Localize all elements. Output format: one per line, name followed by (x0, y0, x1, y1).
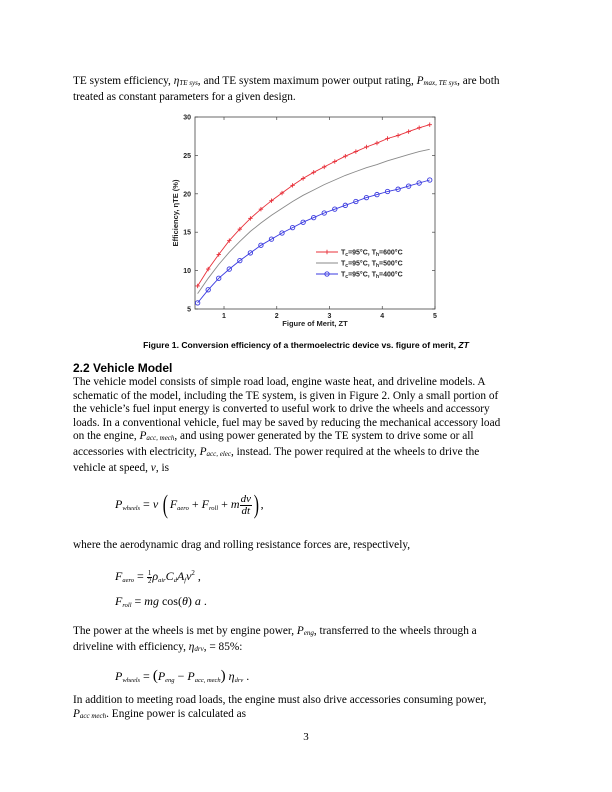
eq-subscript: acc, mech (194, 677, 221, 684)
y-tick-label: 5 (187, 306, 191, 314)
text-line (73, 446, 543, 462)
eq-subscript: drv (234, 677, 244, 684)
legend-text: =95°C, (348, 249, 372, 257)
eq-operator: = (134, 569, 147, 583)
caption-italic: ZT (458, 340, 469, 350)
equation-wheel-power-driveline (115, 668, 249, 685)
text-line: The vehicle model consists of simple road load, engine waste heat, and driveline models. A (73, 376, 486, 388)
pmax-subscript: max, TE sys (423, 79, 458, 87)
symbol: P (73, 707, 80, 720)
text-line (73, 708, 543, 724)
eta-symbol: η (173, 75, 180, 87)
legend-text: T (371, 260, 376, 268)
intro-paragraph (73, 75, 543, 104)
symbol: P (296, 625, 304, 637)
eq-symbol: P (157, 669, 166, 683)
text: , instead. The power required at the wheels to drive the (231, 445, 480, 458)
text: driveline with efficiency, (73, 640, 189, 653)
eq-subscript: f (184, 577, 187, 584)
eq-operator: = (140, 496, 153, 511)
subscript: acc mech (79, 711, 107, 720)
eq-symbol: F (115, 569, 123, 583)
eq-symbol: F (115, 594, 123, 608)
eq-symbol: v (152, 496, 159, 511)
legend-text: T (371, 249, 376, 257)
caption-text: Figure 1. Conversion efficiency of a thermoelectric device vs. figure of merit, (143, 340, 459, 350)
eq-punctuation: . (200, 594, 207, 608)
eq-subscript: wheels (122, 677, 141, 684)
text-line: schematic of the model, including the TE system, is given in Figure 2. Only a small portion of (73, 389, 499, 402)
intro-line-2: treated as constant parameters for a given design. (73, 90, 296, 103)
y-tick-label: 15 (183, 229, 191, 237)
eq-symbol: a (194, 594, 201, 608)
eq-subscript: wheels (122, 504, 141, 512)
eq-punctuation: . (243, 669, 250, 683)
text: TE system efficiency, (73, 75, 174, 87)
eq-symbol: P (115, 496, 123, 511)
text-line (73, 462, 543, 476)
text-line: the vehicle’s fuel input energy is converted to useful work to drive the wheels and accessory (73, 403, 490, 416)
derivative-fraction (240, 494, 252, 517)
eq-symbol: θ (181, 594, 188, 608)
page-number: 3 (303, 731, 309, 743)
text: , transferred to the wheels through a (313, 625, 477, 637)
eq-operator: ) (187, 594, 195, 608)
subscript: acc, elec (206, 449, 232, 458)
eq-symbol: P (115, 669, 123, 683)
engine-power-paragraph (73, 625, 543, 656)
legend-subscript: c (345, 274, 349, 280)
legend-text: =95°C, (348, 260, 372, 268)
eq-subscript: eng (165, 677, 175, 684)
legend-text: =95°C, (348, 271, 372, 279)
text: The power at the wheels is met by engine power, (73, 625, 297, 637)
left-paren: ( (152, 668, 158, 684)
eq-punctuation: , (260, 496, 264, 511)
plot-area (195, 117, 435, 309)
text: , are both (457, 75, 500, 87)
symbol: η (188, 640, 195, 653)
eq-operator: + (188, 496, 202, 511)
symbol: P (139, 430, 147, 443)
eq-symbol: F (201, 496, 209, 511)
legend-subscript: h (375, 252, 380, 258)
right-paren: ) (220, 668, 226, 684)
eq-punctuation: , (194, 569, 201, 583)
legend-text: T (371, 271, 376, 279)
text: , is (155, 461, 169, 474)
eq-symbol: mg (144, 594, 159, 608)
eq-subscript: roll (122, 602, 132, 609)
x-tick-label: 3 (327, 313, 332, 320)
intro-line-1 (73, 75, 543, 91)
eq-symbol: A (176, 569, 185, 583)
eq-subscript: air (158, 577, 166, 584)
text-line: In addition to meeting road loads, the engine must also drive accessories consuming power, (73, 694, 487, 706)
text-line (73, 430, 543, 446)
eq-subscript: roll (208, 504, 219, 512)
eq-subscript: aero (122, 577, 135, 584)
fraction-numerator: dv (240, 492, 251, 505)
text: , and TE system maximum power output rating, (197, 75, 417, 87)
text: , = 85%: (203, 640, 243, 653)
section-heading: 2.2 Vehicle Model (73, 361, 173, 375)
subscript: drv (194, 644, 204, 653)
eq-subscript: d (173, 577, 177, 584)
text-line (73, 625, 543, 641)
eq-operator: + (218, 496, 231, 511)
eq-symbol: v (186, 569, 192, 583)
subscript: acc, mech (146, 434, 175, 443)
y-axis-label: Efficiency, ηTE (%) (171, 179, 180, 247)
eq-operator: − (174, 669, 188, 683)
legend-text: =400°C (379, 271, 403, 279)
legend-subscript: h (375, 274, 380, 280)
subscript: eng (303, 629, 314, 637)
eq-function: cos( (158, 594, 182, 608)
text-line (73, 641, 543, 657)
fraction-denominator: 2 (147, 576, 152, 585)
fraction-denominator: dt (241, 504, 251, 517)
text-line: loads. In a conventional vehicle, fuel may be saved by reducing the mechanical accessory load (73, 416, 501, 429)
legend-subscript: c (345, 263, 349, 269)
x-tick-label: 5 (433, 313, 437, 320)
accessory-paragraph (73, 694, 543, 723)
eq-symbol: F (169, 496, 178, 511)
y-tick-label: 20 (183, 191, 191, 199)
text: , and using power generated by the TE system to drive some or all (174, 430, 474, 443)
left-paren: ( (162, 490, 169, 519)
eq-superscript: 2 (191, 569, 195, 577)
fraction-numerator: 1 (147, 568, 152, 577)
right-paren: ) (253, 490, 259, 519)
equation-aero-drag (115, 569, 201, 585)
eq-symbol: P (187, 669, 195, 683)
y-tick-label: 10 (183, 268, 191, 276)
forces-intro: where the aerodynamic drag and rolling resistance forces are, respectively, (73, 539, 411, 551)
x-tick-label: 1 (222, 313, 226, 320)
y-tick-label: 25 (183, 152, 191, 160)
legend-subscript: c (345, 252, 349, 258)
eta-subscript: TE sys (179, 79, 198, 87)
eq-symbol: η (225, 669, 235, 683)
eq-operator: = (140, 669, 153, 683)
eq-operator: = (131, 594, 145, 608)
text: vehicle at speed, (73, 461, 151, 474)
eq-symbol: m (230, 496, 240, 511)
vehicle-model-paragraph (73, 376, 543, 475)
symbol: v (150, 461, 156, 474)
legend-subscript: h (375, 263, 380, 269)
x-axis-label: Figure of Merit, ZT (282, 319, 348, 328)
pmax-symbol: P (416, 75, 424, 87)
text: on the engine, (73, 430, 140, 443)
legend-text: =600°C (379, 249, 403, 257)
eq-subscript: aero (177, 504, 189, 512)
y-tick-label: 30 (183, 114, 191, 122)
legend-text: T (341, 260, 346, 268)
x-tick-label: 4 (380, 313, 385, 320)
eq-symbol: ρ (152, 569, 159, 583)
text: . Engine power is calculated as (106, 707, 247, 720)
equation-wheel-power (115, 490, 264, 520)
symbol: P (199, 445, 207, 458)
x-tick-label: 2 (274, 313, 279, 320)
text: accessories with electricity, (73, 445, 200, 458)
legend-text: T (341, 249, 346, 257)
legend-text: =500°C (379, 260, 403, 268)
figure-caption (0, 340, 612, 350)
eq-symbol: C (165, 569, 174, 583)
equation-rolling-resistance (115, 594, 207, 609)
legend-text: T (341, 271, 346, 279)
efficiency-chart (160, 108, 450, 336)
